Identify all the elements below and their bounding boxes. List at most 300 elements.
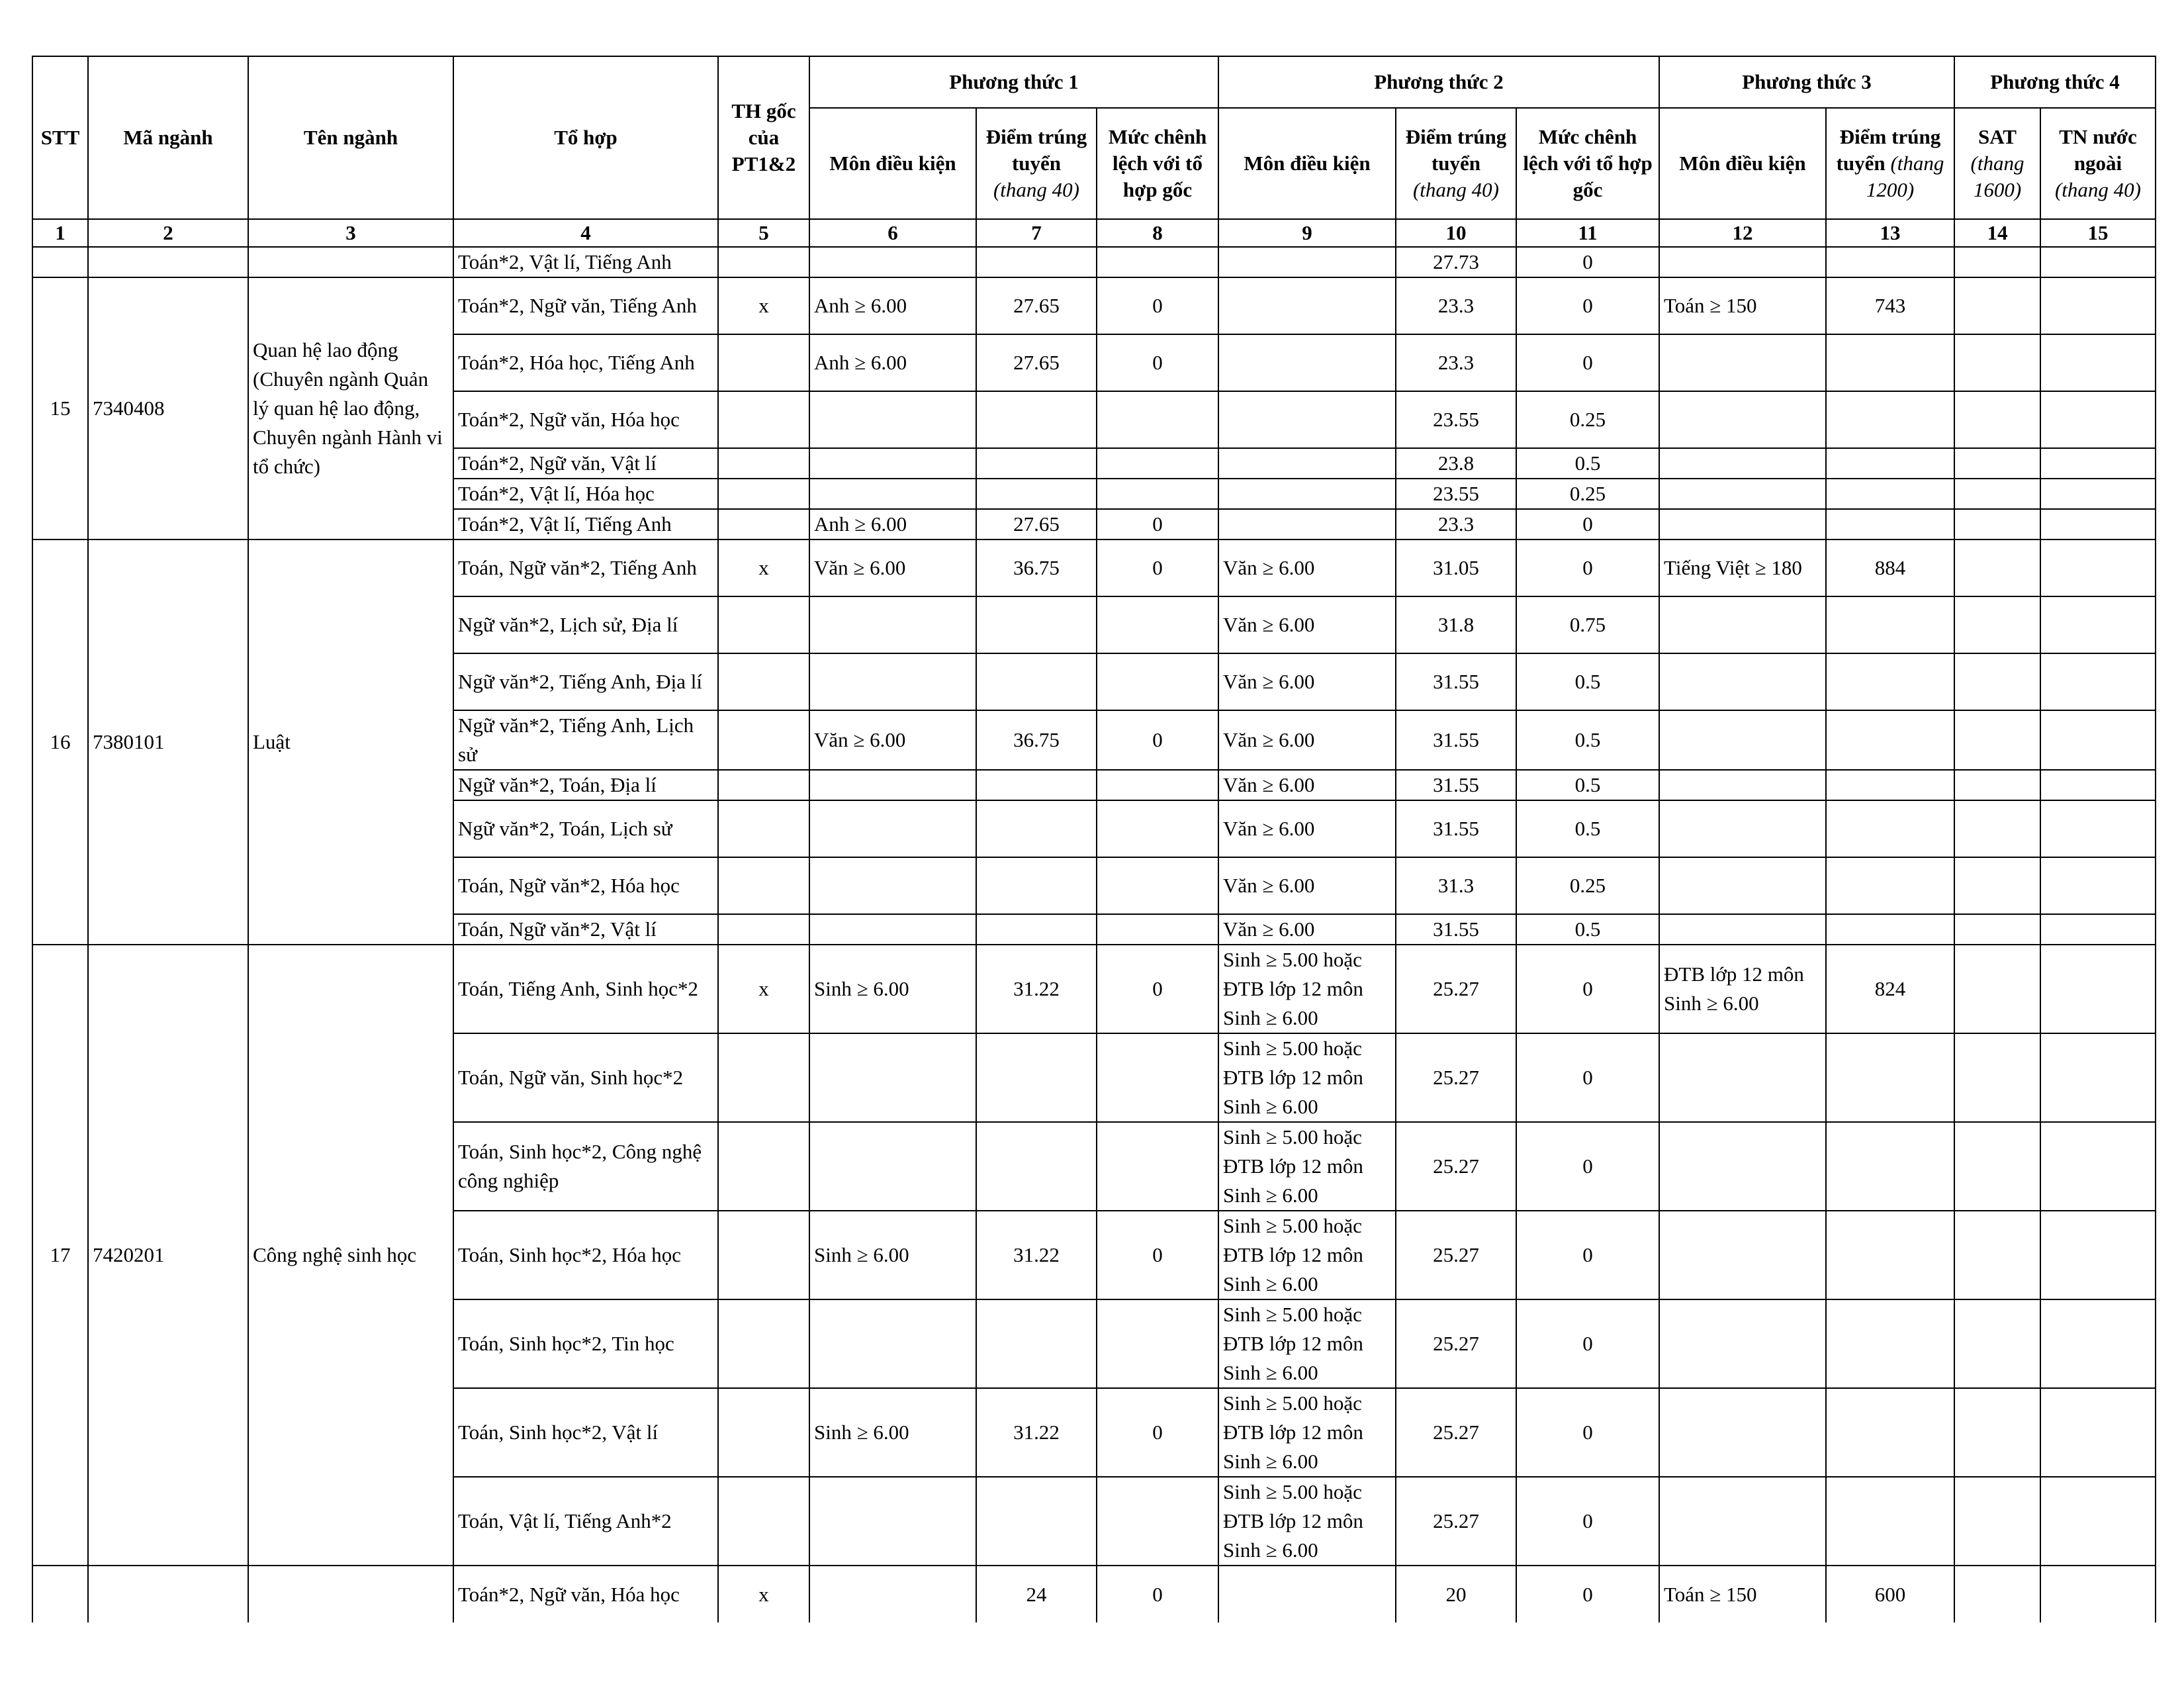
pt2-diem-cell: 31.55: [1396, 770, 1516, 800]
column-number: 6: [809, 219, 976, 247]
pt3-diem-cell: [1826, 247, 1954, 277]
pt1-diem-cell: 27.65: [976, 334, 1097, 391]
pt2-mon-cell: Sinh ≥ 5.00 hoặc ĐTB lớp 12 môn Sinh ≥ 6.00: [1218, 1477, 1396, 1566]
table-row: [32, 539, 2156, 596]
pt3-mon-cell: [1659, 1122, 1826, 1211]
column-number: 2: [88, 219, 248, 247]
th-goc-cell: [718, 653, 809, 710]
pt2-chenh-cell: 0: [1516, 1388, 1659, 1477]
sat-cell: [1954, 1211, 2040, 1299]
pt1-diem-cell: 27.65: [976, 509, 1097, 539]
pt2-mon-cell: Văn ≥ 6.00: [1218, 539, 1396, 596]
pt1-chenh-cell: [1097, 391, 1218, 448]
pt3-diem-cell: [1826, 479, 1954, 509]
pt3-mon-cell: [1659, 334, 1826, 391]
sat-cell: [1954, 1033, 2040, 1122]
pt1-diem-cell: 31.22: [976, 1211, 1097, 1299]
pt3-diem-cell: [1826, 800, 1954, 857]
pt2-mon-cell: Sinh ≥ 5.00 hoặc ĐTB lớp 12 môn Sinh ≥ 6.00: [1218, 1122, 1396, 1211]
pt2-chenh-cell: 0.75: [1516, 596, 1659, 653]
pt1-chenh-cell: [1097, 800, 1218, 857]
pt2-diem-cell: 31.3: [1396, 857, 1516, 914]
pt1-chenh-cell: [1097, 247, 1218, 277]
pt2-diem-cell: 31.8: [1396, 596, 1516, 653]
th-goc-cell: [718, 334, 809, 391]
stt-cell: [32, 1566, 88, 1622]
th-goc-cell: [718, 710, 809, 770]
pt3-diem-cell: 600: [1826, 1566, 1954, 1622]
pt2-diem-cell: 25.27: [1396, 1388, 1516, 1477]
pt1-chenh-cell: [1097, 1299, 1218, 1388]
pt2-diem-cell: 23.55: [1396, 391, 1516, 448]
pt3-diem-cell: [1826, 1211, 1954, 1299]
pt2-mon-cell: [1218, 277, 1396, 334]
column-number: 12: [1659, 219, 1826, 247]
tn-nuoc-ngoai-cell: [2040, 1122, 2156, 1211]
admission-score-table: [32, 56, 2156, 1622]
tn-nuoc-ngoai-cell: [2040, 1299, 2156, 1388]
pt2-diem-cell: 31.55: [1396, 653, 1516, 710]
pt2-mon-cell: [1218, 334, 1396, 391]
pt3-mon-cell: [1659, 710, 1826, 770]
header-ten-nganh: Tên ngành: [248, 56, 453, 219]
pt3-mon-cell: [1659, 770, 1826, 800]
pt1-chenh-cell: 0: [1097, 509, 1218, 539]
th-goc-cell: [718, 479, 809, 509]
table-body: [32, 247, 2156, 1622]
header-th-goc: TH gốc của PT1&2: [718, 56, 809, 219]
to-hop-cell: Toán*2, Hóa học, Tiếng Anh: [453, 334, 718, 391]
pt1-mon-cell: Sinh ≥ 6.00: [809, 1211, 976, 1299]
header-to-hop: Tổ hợp: [453, 56, 718, 219]
sat-cell: [1954, 945, 2040, 1033]
sat-cell: [1954, 277, 2040, 334]
header-sat: SAT (thang 1600): [1954, 108, 2040, 219]
pt2-diem-cell: 31.55: [1396, 800, 1516, 857]
tn-nuoc-ngoai-cell: [2040, 945, 2156, 1033]
pt1-diem-cell: 24: [976, 1566, 1097, 1622]
header-pt2-muc-chenh-lech: Mức chênh lệch với tổ hợp gốc: [1516, 108, 1659, 219]
tn-nuoc-ngoai-cell: [2040, 479, 2156, 509]
pt3-diem-cell: [1826, 596, 1954, 653]
pt1-chenh-cell: [1097, 770, 1218, 800]
pt1-mon-cell: [809, 1122, 976, 1211]
ma-nganh-cell: 7380101: [88, 539, 248, 945]
to-hop-cell: Toán, Sinh học*2, Công nghệ công nghiệp: [453, 1122, 718, 1211]
pt2-mon-cell: [1218, 479, 1396, 509]
pt2-diem-cell: 25.27: [1396, 1122, 1516, 1211]
pt3-mon-cell: [1659, 479, 1826, 509]
pt2-diem-cell: 25.27: [1396, 1477, 1516, 1566]
ma-nganh-cell: 7420201: [88, 945, 248, 1566]
pt1-diem-cell: [976, 247, 1097, 277]
pt1-chenh-cell: 0: [1097, 1566, 1218, 1622]
pt2-mon-cell: [1218, 247, 1396, 277]
to-hop-cell: Toán*2, Ngữ văn, Hóa học: [453, 1566, 718, 1622]
tn-nuoc-ngoai-cell: [2040, 509, 2156, 539]
pt1-mon-cell: Văn ≥ 6.00: [809, 710, 976, 770]
pt1-mon-cell: [809, 448, 976, 479]
pt2-mon-cell: Sinh ≥ 5.00 hoặc ĐTB lớp 12 môn Sinh ≥ 6.00: [1218, 1388, 1396, 1477]
pt3-diem-cell: [1826, 509, 1954, 539]
sat-cell: [1954, 857, 2040, 914]
to-hop-cell: Ngữ văn*2, Tiếng Anh, Lịch sử: [453, 710, 718, 770]
table-row: [32, 277, 2156, 334]
pt1-chenh-cell: [1097, 479, 1218, 509]
th-goc-cell: [718, 1033, 809, 1122]
sat-cell: [1954, 448, 2040, 479]
tn-nuoc-ngoai-cell: [2040, 596, 2156, 653]
sat-cell: [1954, 479, 2040, 509]
pt2-chenh-cell: 0: [1516, 539, 1659, 596]
pt1-chenh-cell: [1097, 653, 1218, 710]
pt3-diem-cell: [1826, 334, 1954, 391]
sat-cell: [1954, 1388, 2040, 1477]
to-hop-cell: Ngữ văn*2, Lịch sử, Địa lí: [453, 596, 718, 653]
pt1-mon-cell: [809, 1033, 976, 1122]
pt2-mon-cell: Văn ≥ 6.00: [1218, 653, 1396, 710]
th-goc-cell: [718, 448, 809, 479]
tn-nuoc-ngoai-cell: [2040, 1033, 2156, 1122]
to-hop-cell: Toán*2, Vật lí, Tiếng Anh: [453, 509, 718, 539]
ten-nganh-cell: [248, 1566, 453, 1622]
pt2-mon-cell: Văn ≥ 6.00: [1218, 857, 1396, 914]
pt2-mon-cell: Sinh ≥ 5.00 hoặc ĐTB lớp 12 môn Sinh ≥ 6.00: [1218, 945, 1396, 1033]
header-phuong-thuc-2: Phương thức 2: [1218, 56, 1659, 108]
stt-cell: 15: [32, 277, 88, 539]
to-hop-cell: Toán*2, Ngữ văn, Tiếng Anh: [453, 277, 718, 334]
header-pt3-diem-trung-tuyen: Điểm trúng tuyển (thang 1200): [1826, 108, 1954, 219]
table-row: [32, 247, 2156, 277]
th-goc-cell: x: [718, 277, 809, 334]
sat-cell: [1954, 914, 2040, 945]
to-hop-cell: Toán, Vật lí, Tiếng Anh*2: [453, 1477, 718, 1566]
pt1-chenh-cell: [1097, 448, 1218, 479]
tn-nuoc-ngoai-cell: [2040, 391, 2156, 448]
pt3-diem-cell: [1826, 857, 1954, 914]
pt1-mon-cell: [809, 800, 976, 857]
pt2-diem-cell: 25.27: [1396, 1211, 1516, 1299]
ten-nganh-cell: Luật: [248, 539, 453, 945]
pt2-chenh-cell: 0: [1516, 1566, 1659, 1622]
pt2-chenh-cell: 0: [1516, 1299, 1659, 1388]
column-number: 8: [1097, 219, 1218, 247]
pt2-mon-cell: Văn ≥ 6.00: [1218, 710, 1396, 770]
th-goc-cell: [718, 1211, 809, 1299]
pt1-mon-cell: Sinh ≥ 6.00: [809, 945, 976, 1033]
pt3-mon-cell: Toán ≥ 150: [1659, 277, 1826, 334]
pt1-chenh-cell: 0: [1097, 945, 1218, 1033]
sat-cell: [1954, 391, 2040, 448]
ma-nganh-cell: 7340408: [88, 277, 248, 539]
pt3-diem-cell: [1826, 1299, 1954, 1388]
pt2-mon-cell: [1218, 509, 1396, 539]
pt2-mon-cell: Văn ≥ 6.00: [1218, 770, 1396, 800]
tn-nuoc-ngoai-cell: [2040, 857, 2156, 914]
pt2-diem-cell: 27.73: [1396, 247, 1516, 277]
th-goc-cell: [718, 1122, 809, 1211]
header-phuong-thuc-4: Phương thức 4: [1954, 56, 2156, 108]
header-pt1-mon-dieu-kien: Môn điều kiện: [809, 108, 976, 219]
tn-nuoc-ngoai-cell: [2040, 1388, 2156, 1477]
to-hop-cell: Toán, Ngữ văn*2, Tiếng Anh: [453, 539, 718, 596]
pt2-chenh-cell: 0.5: [1516, 770, 1659, 800]
th-goc-cell: [718, 1388, 809, 1477]
th-goc-cell: [718, 509, 809, 539]
to-hop-cell: Ngữ văn*2, Toán, Lịch sử: [453, 800, 718, 857]
to-hop-cell: Toán, Sinh học*2, Tin học: [453, 1299, 718, 1388]
pt1-chenh-cell: [1097, 857, 1218, 914]
pt1-mon-cell: [809, 479, 976, 509]
th-goc-cell: [718, 914, 809, 945]
tn-nuoc-ngoai-cell: [2040, 710, 2156, 770]
pt2-chenh-cell: 0.25: [1516, 391, 1659, 448]
pt1-mon-cell: [809, 1477, 976, 1566]
tn-nuoc-ngoai-cell: [2040, 1211, 2156, 1299]
pt3-mon-cell: [1659, 857, 1826, 914]
sat-cell: [1954, 710, 2040, 770]
th-goc-cell: [718, 800, 809, 857]
pt1-diem-cell: [976, 448, 1097, 479]
pt1-diem-cell: [976, 653, 1097, 710]
tn-nuoc-ngoai-cell: [2040, 539, 2156, 596]
pt3-diem-cell: 824: [1826, 945, 1954, 1033]
column-number: 5: [718, 219, 809, 247]
column-number: 15: [2040, 219, 2156, 247]
pt2-mon-cell: Văn ≥ 6.00: [1218, 596, 1396, 653]
to-hop-cell: Toán*2, Ngữ văn, Hóa học: [453, 391, 718, 448]
pt3-diem-cell: [1826, 914, 1954, 945]
pt2-diem-cell: 31.55: [1396, 710, 1516, 770]
pt2-mon-cell: [1218, 448, 1396, 479]
sat-cell: [1954, 800, 2040, 857]
th-goc-cell: [718, 857, 809, 914]
pt2-chenh-cell: 0: [1516, 247, 1659, 277]
tn-nuoc-ngoai-cell: [2040, 1477, 2156, 1566]
pt2-chenh-cell: 0: [1516, 945, 1659, 1033]
pt2-mon-cell: [1218, 1566, 1396, 1622]
th-goc-cell: x: [718, 1566, 809, 1622]
pt1-diem-cell: [976, 857, 1097, 914]
pt1-diem-cell: 31.22: [976, 945, 1097, 1033]
header-tn-nuoc-ngoai: TN nước ngoài (thang 40): [2040, 108, 2156, 219]
admission-score-table-page: [32, 56, 2156, 1622]
pt2-chenh-cell: 0: [1516, 509, 1659, 539]
pt3-mon-cell: [1659, 596, 1826, 653]
tn-nuoc-ngoai-cell: [2040, 247, 2156, 277]
stt-cell: 17: [32, 945, 88, 1566]
pt1-diem-cell: 31.22: [976, 1388, 1097, 1477]
pt3-diem-cell: [1826, 448, 1954, 479]
pt3-diem-cell: 743: [1826, 277, 1954, 334]
column-number: 9: [1218, 219, 1396, 247]
column-number: 14: [1954, 219, 2040, 247]
pt3-mon-cell: [1659, 391, 1826, 448]
column-number: 11: [1516, 219, 1659, 247]
sat-cell: [1954, 247, 2040, 277]
to-hop-cell: Toán*2, Vật lí, Hóa học: [453, 479, 718, 509]
header-stt: STT: [32, 56, 88, 219]
header-pt3-mon-dieu-kien: Môn điều kiện: [1659, 108, 1826, 219]
pt2-chenh-cell: 0: [1516, 1122, 1659, 1211]
pt1-chenh-cell: [1097, 1122, 1218, 1211]
pt1-chenh-cell: [1097, 914, 1218, 945]
header-pt1-muc-chenh-lech: Mức chênh lệch với tổ hợp gốc: [1097, 108, 1218, 219]
pt3-mon-cell: [1659, 448, 1826, 479]
column-number: 4: [453, 219, 718, 247]
column-number: 13: [1826, 219, 1954, 247]
pt1-mon-cell: Anh ≥ 6.00: [809, 509, 976, 539]
column-number: 7: [976, 219, 1097, 247]
pt3-mon-cell: Toán ≥ 150: [1659, 1566, 1826, 1622]
pt2-chenh-cell: 0.25: [1516, 857, 1659, 914]
pt2-chenh-cell: 0: [1516, 1211, 1659, 1299]
stt-cell: 16: [32, 539, 88, 945]
pt1-chenh-cell: 0: [1097, 539, 1218, 596]
pt1-diem-cell: [976, 770, 1097, 800]
pt3-mon-cell: [1659, 1477, 1826, 1566]
pt1-mon-cell: Văn ≥ 6.00: [809, 539, 976, 596]
pt3-mon-cell: [1659, 800, 1826, 857]
pt1-diem-cell: [976, 1033, 1097, 1122]
pt2-mon-cell: [1218, 391, 1396, 448]
pt1-mon-cell: [809, 1566, 976, 1622]
pt1-diem-cell: [976, 914, 1097, 945]
sat-cell: [1954, 1299, 2040, 1388]
header-pt2-diem-trung-tuyen: Điểm trúng tuyển (thang 40): [1396, 108, 1516, 219]
sat-cell: [1954, 653, 2040, 710]
to-hop-cell: Toán, Tiếng Anh, Sinh học*2: [453, 945, 718, 1033]
stt-cell: [32, 247, 88, 277]
sat-cell: [1954, 1566, 2040, 1622]
pt2-chenh-cell: 0.25: [1516, 479, 1659, 509]
table-header: [32, 56, 2156, 247]
pt1-diem-cell: 36.75: [976, 539, 1097, 596]
pt3-mon-cell: [1659, 509, 1826, 539]
pt2-mon-cell: Văn ≥ 6.00: [1218, 800, 1396, 857]
pt1-mon-cell: Sinh ≥ 6.00: [809, 1388, 976, 1477]
column-number: 3: [248, 219, 453, 247]
to-hop-cell: Toán*2, Vật lí, Tiếng Anh: [453, 247, 718, 277]
sat-cell: [1954, 334, 2040, 391]
pt1-mon-cell: [809, 247, 976, 277]
pt2-mon-cell: Văn ≥ 6.00: [1218, 914, 1396, 945]
pt2-mon-cell: Sinh ≥ 5.00 hoặc ĐTB lớp 12 môn Sinh ≥ 6.00: [1218, 1033, 1396, 1122]
pt2-diem-cell: 25.27: [1396, 1033, 1516, 1122]
pt1-chenh-cell: [1097, 1033, 1218, 1122]
tn-nuoc-ngoai-cell: [2040, 770, 2156, 800]
column-number-row: [32, 219, 2156, 247]
sat-cell: [1954, 1122, 2040, 1211]
pt3-diem-cell: [1826, 391, 1954, 448]
pt1-diem-cell: [976, 1299, 1097, 1388]
pt1-diem-cell: [976, 479, 1097, 509]
to-hop-cell: Toán, Sinh học*2, Vật lí: [453, 1388, 718, 1477]
pt1-chenh-cell: 0: [1097, 277, 1218, 334]
pt2-diem-cell: 31.05: [1396, 539, 1516, 596]
sat-cell: [1954, 1477, 2040, 1566]
th-goc-cell: [718, 247, 809, 277]
sat-cell: [1954, 509, 2040, 539]
to-hop-cell: Toán, Ngữ văn*2, Vật lí: [453, 914, 718, 945]
ma-nganh-cell: [88, 247, 248, 277]
pt1-mon-cell: [809, 770, 976, 800]
header-phuong-thuc-1: Phương thức 1: [809, 56, 1218, 108]
header-pt1-diem-trung-tuyen: Điểm trúng tuyển (thang 40): [976, 108, 1097, 219]
pt1-diem-cell: [976, 1122, 1097, 1211]
pt3-mon-cell: [1659, 247, 1826, 277]
pt1-diem-cell: 27.65: [976, 277, 1097, 334]
pt3-diem-cell: 884: [1826, 539, 1954, 596]
pt2-chenh-cell: 0: [1516, 1033, 1659, 1122]
pt2-diem-cell: 23.8: [1396, 448, 1516, 479]
th-goc-cell: [718, 391, 809, 448]
pt3-diem-cell: [1826, 1388, 1954, 1477]
tn-nuoc-ngoai-cell: [2040, 800, 2156, 857]
pt3-diem-cell: [1826, 770, 1954, 800]
pt3-mon-cell: [1659, 1211, 1826, 1299]
ten-nganh-cell: Quan hệ lao động (Chuyên ngành Quản lý quan hệ lao động, Chuyên ngành Hành vi tổ chức): [248, 277, 453, 539]
pt1-mon-cell: [809, 391, 976, 448]
pt3-diem-cell: [1826, 653, 1954, 710]
pt3-mon-cell: [1659, 914, 1826, 945]
pt1-diem-cell: 36.75: [976, 710, 1097, 770]
pt1-chenh-cell: 0: [1097, 1388, 1218, 1477]
sat-cell: [1954, 596, 2040, 653]
pt1-diem-cell: [976, 596, 1097, 653]
pt1-chenh-cell: 0: [1097, 710, 1218, 770]
pt2-chenh-cell: 0.5: [1516, 653, 1659, 710]
pt1-chenh-cell: 0: [1097, 334, 1218, 391]
pt2-diem-cell: 25.27: [1396, 945, 1516, 1033]
th-goc-cell: [718, 770, 809, 800]
pt2-diem-cell: 20: [1396, 1566, 1516, 1622]
pt3-mon-cell: [1659, 1299, 1826, 1388]
th-goc-cell: [718, 1477, 809, 1566]
pt2-diem-cell: 25.27: [1396, 1299, 1516, 1388]
pt3-mon-cell: [1659, 1033, 1826, 1122]
pt1-mon-cell: [809, 653, 976, 710]
pt2-chenh-cell: 0: [1516, 1477, 1659, 1566]
pt1-mon-cell: [809, 914, 976, 945]
to-hop-cell: Toán*2, Ngữ văn, Vật lí: [453, 448, 718, 479]
table-row: [32, 945, 2156, 1033]
sat-cell: [1954, 770, 2040, 800]
pt3-diem-cell: [1826, 1122, 1954, 1211]
th-goc-cell: x: [718, 539, 809, 596]
pt3-diem-cell: [1826, 1477, 1954, 1566]
pt1-diem-cell: [976, 391, 1097, 448]
pt1-chenh-cell: [1097, 1477, 1218, 1566]
pt2-diem-cell: 23.3: [1396, 334, 1516, 391]
table-row: [32, 1566, 2156, 1622]
pt1-diem-cell: [976, 1477, 1097, 1566]
pt2-chenh-cell: 0.5: [1516, 710, 1659, 770]
column-number: 1: [32, 219, 88, 247]
pt3-mon-cell: [1659, 1388, 1826, 1477]
pt1-mon-cell: Anh ≥ 6.00: [809, 277, 976, 334]
pt1-mon-cell: [809, 596, 976, 653]
pt2-chenh-cell: 0.5: [1516, 448, 1659, 479]
pt3-mon-cell: ĐTB lớp 12 môn Sinh ≥ 6.00: [1659, 945, 1826, 1033]
tn-nuoc-ngoai-cell: [2040, 653, 2156, 710]
pt2-diem-cell: 23.55: [1396, 479, 1516, 509]
pt3-mon-cell: Tiếng Việt ≥ 180: [1659, 539, 1826, 596]
ten-nganh-cell: Công nghệ sinh học: [248, 945, 453, 1566]
pt3-mon-cell: [1659, 653, 1826, 710]
to-hop-cell: Toán, Ngữ văn*2, Hóa học: [453, 857, 718, 914]
pt1-chenh-cell: [1097, 596, 1218, 653]
